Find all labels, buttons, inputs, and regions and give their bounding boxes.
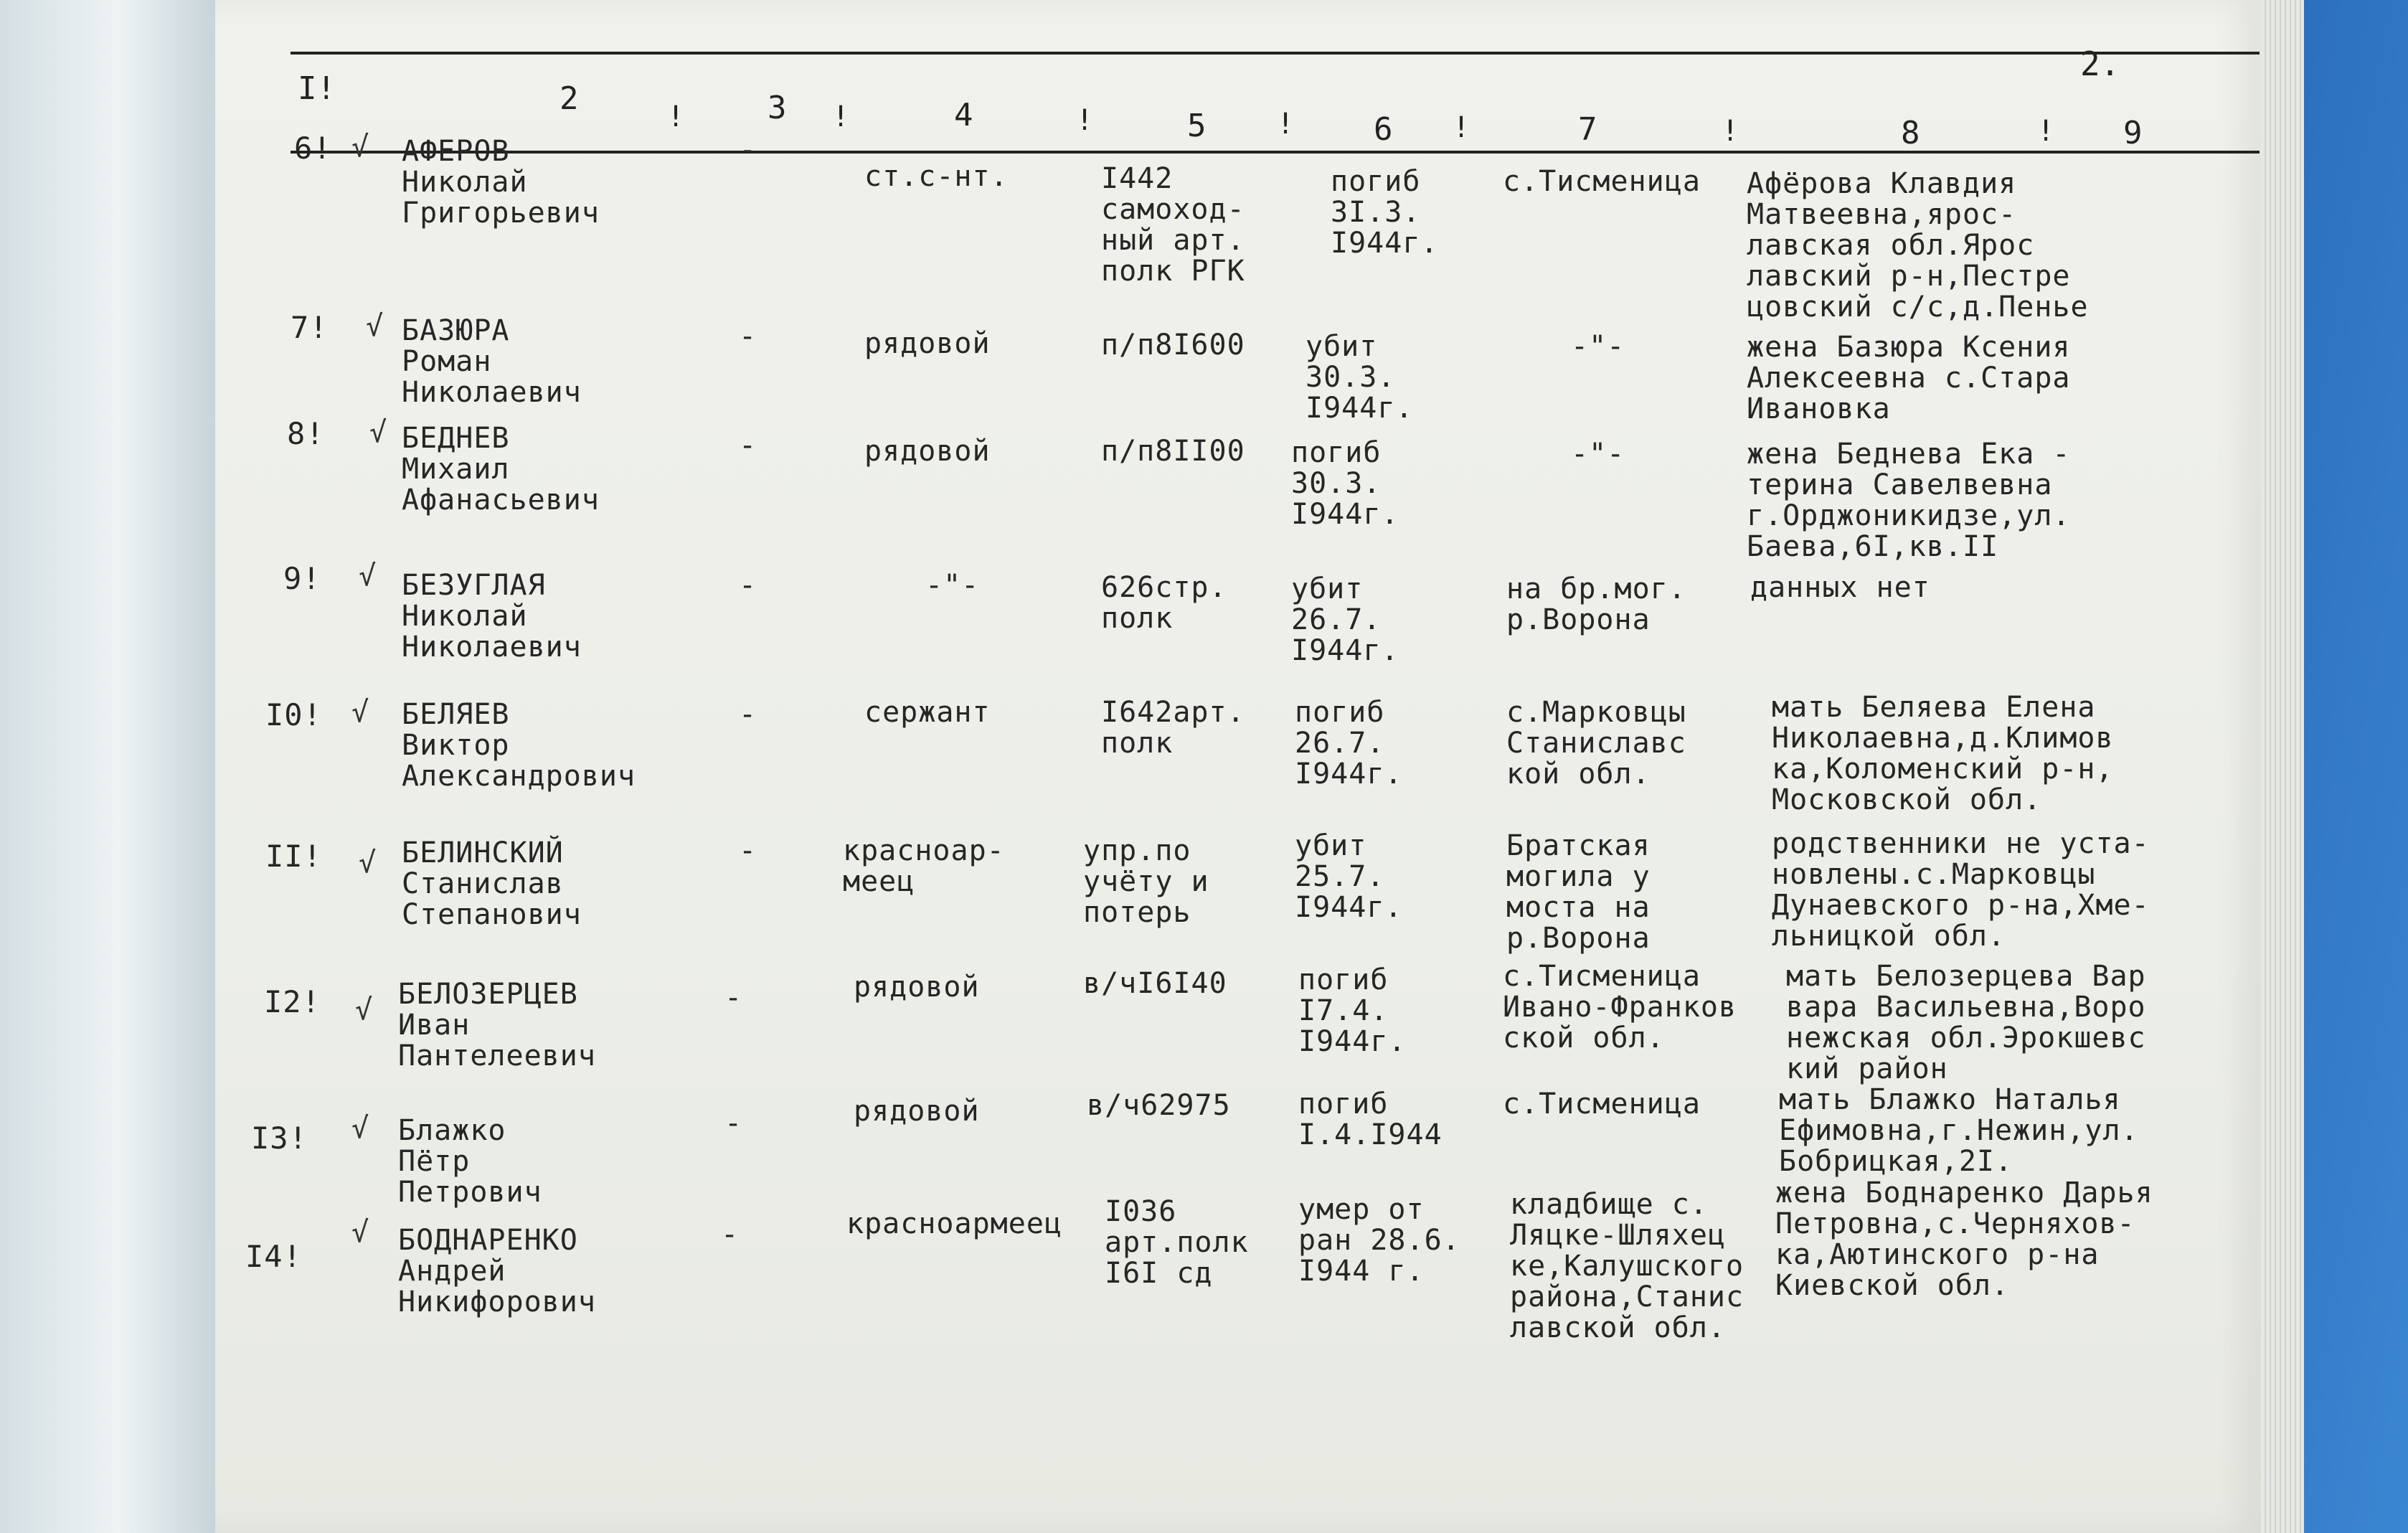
row-number: I0! — [265, 697, 322, 732]
header-sep-2: ! — [832, 100, 850, 133]
cell-burial-place: Братская могила у моста на р.Ворона — [1506, 829, 1651, 955]
cell-rank: рядовой — [864, 327, 991, 360]
person-name: БАЗЮРА Роман Николаевич — [402, 314, 582, 409]
header-sep-6: ! — [1722, 115, 1739, 148]
cell-rank: рядовой — [854, 1095, 980, 1128]
cell-unit: I442 самоход- ный арт. полк РГК — [1101, 162, 1245, 288]
check-mark-icon: √ — [355, 994, 373, 1027]
person-name: Блажко Пётр Петрович — [398, 1114, 542, 1209]
row-number: 6! — [294, 131, 332, 166]
header-sep-3: ! — [1076, 104, 1094, 137]
cell-burial-place: -"- — [1571, 438, 1625, 471]
header-col-9: 9 — [2123, 115, 2143, 151]
cell-relatives: данных нет — [1750, 571, 1930, 604]
header-col-1: I! — [298, 70, 336, 107]
cell-burial-place: с.Тисменица Ивано-Франков ской обл. — [1503, 960, 1737, 1055]
header-col-8: 8 — [1901, 115, 1920, 151]
cell-unit: I642арт. полк — [1101, 696, 1245, 760]
header-col-7: 7 — [1578, 111, 1597, 148]
cell-fate: убит 25.7. I944г. — [1295, 829, 1403, 924]
cell-unit: I036 арт.полк I6I сд — [1105, 1195, 1249, 1290]
cell-unit: п/п8I600 — [1101, 329, 1245, 362]
cell-col-3: - — [739, 429, 757, 462]
row-number: 7! — [291, 310, 329, 345]
header-col-3: 3 — [768, 90, 787, 126]
cell-relatives: мать Беляева Елена Николаевна,д.Климов ка,Коломенский р-н, Московской обл. — [1772, 691, 2114, 816]
cell-rank: рядовой — [864, 435, 991, 468]
cell-burial-place: с.Тисменица — [1503, 1088, 1701, 1121]
person-name: БЕЛИНСКИЙ Станислав Степанович — [402, 836, 582, 931]
person-name: АФЕРОВ Николай Григорьевич — [402, 135, 600, 230]
check-mark-icon: √ — [351, 1112, 369, 1145]
person-name: БЕДНЕВ Михаил Афанасьевич — [402, 422, 600, 516]
person-name: БЕЗУГЛАЯ Николай Николаевич — [402, 569, 582, 664]
cell-relatives: Афёрова Клавдия Матвеевна,ярос- лавская обл.Ярос лавский р-н,Пестре цовский с/с,д.Пенье — [1747, 167, 2089, 324]
header-sep-5: ! — [1453, 111, 1470, 144]
row-number: II! — [265, 839, 322, 874]
cell-burial-place: -"- — [1571, 330, 1625, 363]
cell-relatives: мать Белозерцева Вар вара Васильевна,Воро нежская обл.Эрокшевс кий район — [1786, 960, 2146, 1085]
cell-rank: -"- — [925, 569, 980, 602]
check-mark-icon: √ — [359, 846, 377, 879]
cell-rank: рядовой — [854, 971, 980, 1004]
cell-fate: погиб I.4.I944 — [1298, 1088, 1443, 1151]
cell-burial-place: на бр.мог. р.Ворона — [1506, 572, 1686, 636]
page-edges — [2261, 0, 2304, 1533]
check-mark-icon: √ — [351, 696, 369, 729]
check-mark-icon: √ — [351, 1216, 369, 1249]
row-number: I2! — [264, 984, 321, 1019]
cell-relatives: мать Блажко Наталья Ефимовна,г.Нежин,ул. Бобрицкая,2I. — [1779, 1083, 2139, 1178]
check-mark-icon: √ — [369, 416, 387, 449]
person-name: БОДНАРЕНКО Андрей Никифорович — [398, 1224, 596, 1319]
header-col-5: 5 — [1187, 108, 1207, 144]
cell-fate: погиб 26.7. I944г. — [1295, 696, 1403, 791]
cell-fate: погиб 30.3. I944г. — [1291, 436, 1399, 531]
top-rule — [291, 52, 2260, 55]
cell-rank: сержант — [864, 696, 991, 729]
header-sep-4: ! — [1277, 108, 1295, 141]
cell-fate: погиб 3I.3. I944г. — [1331, 165, 1439, 260]
cell-unit: в/чI6I40 — [1083, 967, 1227, 1000]
cell-relatives: жена Боднаренко Дарья Петровна,с.Черняхов- ка,Аютинского р-на Киевской обл. — [1775, 1176, 2153, 1302]
ledger-binding — [0, 0, 215, 1533]
cell-fate: умер от ран 28.6. I944 г. — [1298, 1193, 1460, 1288]
cell-relatives: родственники не уста- новлены.с.Марковцы Дунаевского р-на,Хме- льницкой обл. — [1772, 827, 2150, 953]
cell-fate: убит 26.7. I944г. — [1291, 572, 1399, 667]
cell-unit: п/п8II00 — [1101, 435, 1245, 468]
cell-unit: 626стр. полк — [1101, 571, 1227, 635]
person-name: БЕЛОЗЕРЦЕВ Иван Пантелеевич — [398, 978, 596, 1072]
row-number: 9! — [283, 561, 321, 596]
page-number: 2. — [2080, 44, 2120, 83]
person-name: БЕЛЯЕВ Виктор Александрович — [402, 698, 636, 793]
header-sep-1: ! — [667, 100, 685, 133]
cell-burial-place: с.Тисменица — [1503, 165, 1701, 198]
cell-col-3: - — [739, 320, 757, 353]
row-number: I3! — [251, 1121, 308, 1156]
header-col-6: 6 — [1374, 111, 1393, 148]
row-number: 8! — [287, 416, 325, 451]
cell-col-3: - — [724, 981, 743, 1014]
cell-relatives: жена Беднева Ека - терина Савелвевна г.Орджоникидзе,ул. Баева,6I,кв.II — [1747, 438, 2071, 563]
cell-col-3: - — [739, 133, 757, 166]
row-number: I4! — [245, 1239, 302, 1274]
header-col-4: 4 — [954, 97, 973, 133]
header-sep-7: ! — [2037, 115, 2055, 148]
cell-fate: убит 30.3. I944г. — [1305, 330, 1414, 425]
check-mark-icon: √ — [366, 310, 384, 343]
cell-col-3: - — [739, 834, 757, 867]
cell-rank: красноар- меец — [843, 834, 1005, 898]
cell-rank: ст.с-нт. — [864, 160, 1009, 193]
cell-unit: в/ч62975 — [1087, 1089, 1231, 1122]
cell-unit: упр.по учёту и потерь — [1083, 834, 1209, 929]
cell-relatives: жена Базюра Ксения Алексеевна с.Стара Ивановка — [1747, 331, 2071, 425]
cell-col-3: - — [724, 1107, 743, 1140]
check-mark-icon: √ — [351, 131, 369, 164]
cell-col-3: - — [739, 698, 757, 731]
cell-burial-place: кладбище с. Ляцке-Шляхец ке,Калушского района,Станис лавской обл. — [1510, 1188, 1744, 1344]
cell-col-3: - — [721, 1218, 740, 1251]
cell-fate: погиб I7.4. I944г. — [1298, 963, 1407, 1058]
cell-col-3: - — [739, 569, 757, 602]
header-col-2: 2 — [559, 80, 579, 117]
check-mark-icon: √ — [359, 560, 377, 593]
cell-rank: красноармеец — [846, 1207, 1062, 1240]
cell-burial-place: с.Марковцы Станиславс кой обл. — [1506, 696, 1686, 791]
